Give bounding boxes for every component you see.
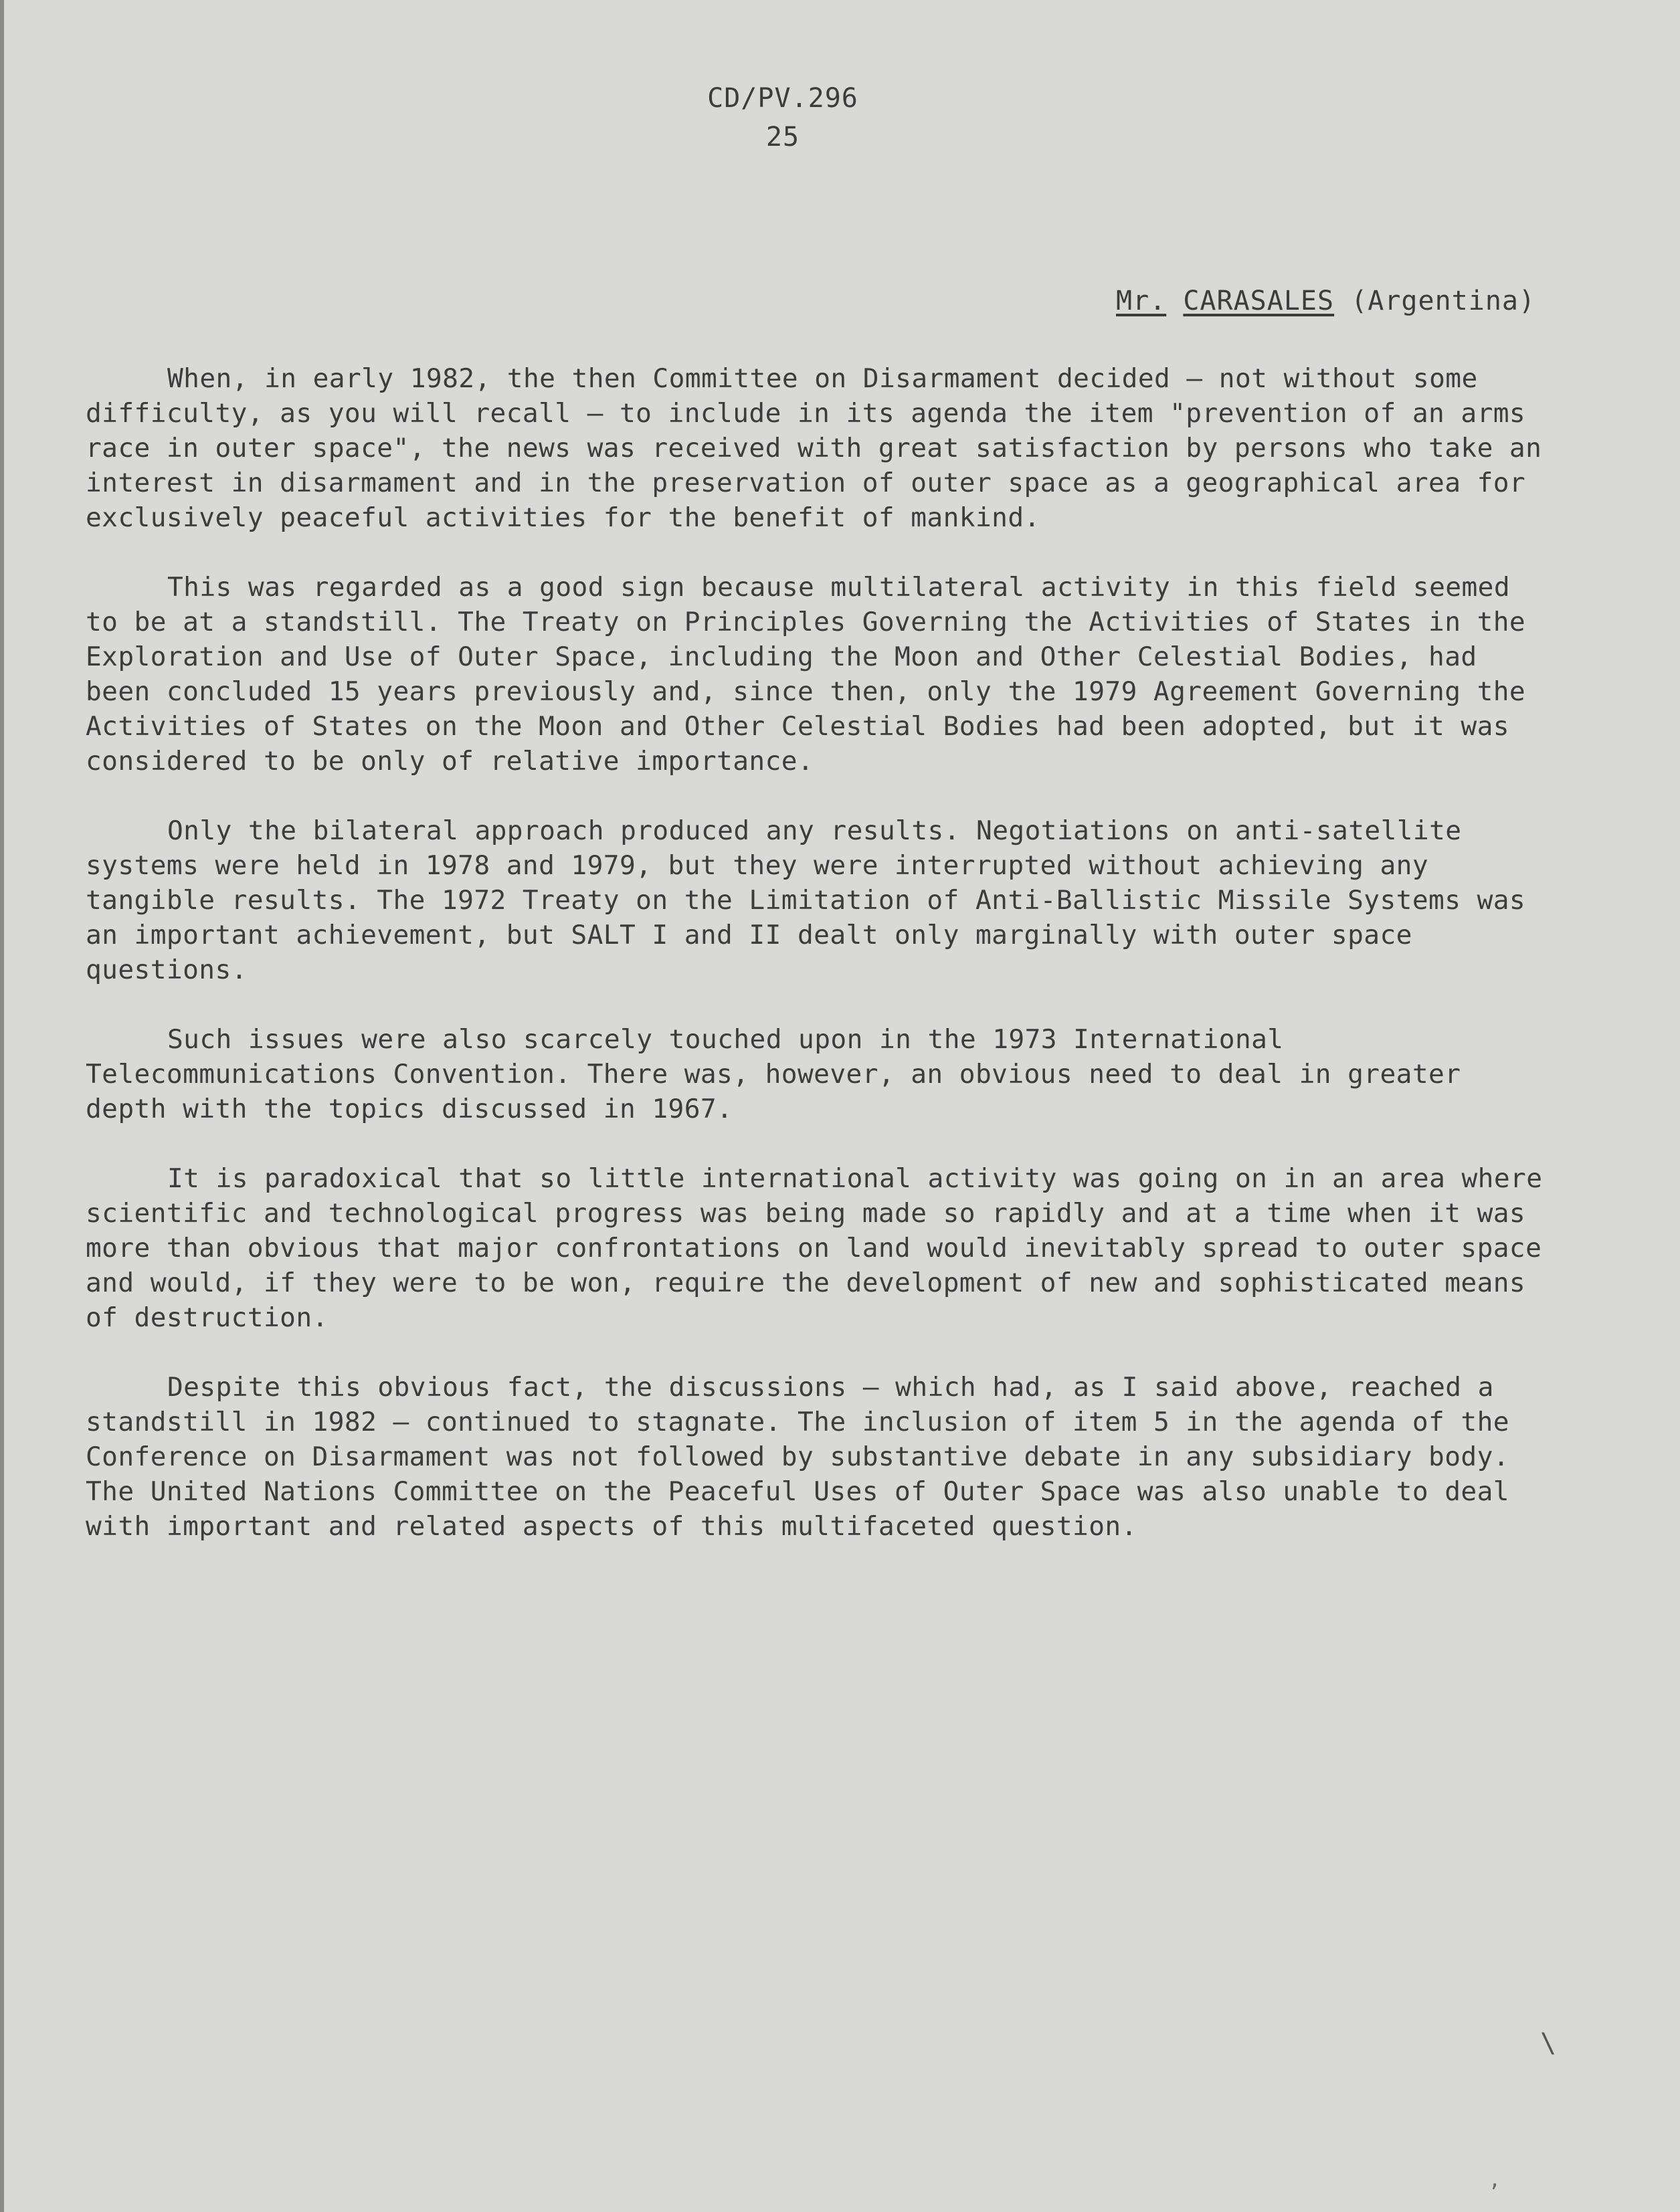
paragraph: It is paradoxical that so little international activity was going on in an area where scientific and technological progress was being made so rapidly and at a time when it was more than obvious that major confrontations on land would inevitably spread to outer space and would, if they were to be won, require the development of new and sophisticated means of destruction. (86, 1163, 1543, 1333)
speaker-name: CARASALES (1183, 286, 1335, 316)
paragraph: Despite this obvious fact, the discussions — which had, as I said above, reached a standstill in 1982 — continued to stagnate. The inclusion of item 5 in the agenda of the Conference on Disarmament was not followed by substantive debate in any subsidiary body. The United Nations Committee on the Peaceful Uses of Outer Space was also unable to deal with important and related aspects of this multifaceted question. (86, 1372, 1509, 1542)
scan-mark: , (1489, 2169, 1501, 2192)
page-number: 25 (765, 122, 800, 153)
paragraph: Only the bilateral approach produced any results. Negotiations on anti-satellite systems were held in 1978 and 1979, but they were interrupted without achieving any tangible results. The 1972 Treaty on the Limitation of Anti-Ballistic Missile Systems was an important achievement, but SALT I and II dealt only marginally with outer space questions. (86, 815, 1526, 985)
paragraph: This was regarded as a good sign because multilateral activity in this field seemed to be at a standstill. The Treaty on Principles Governing the Activities of States in the Exploration and Use of Outer Space, including the Moon and Other Celestial Bodies, had been concluded 15 years previously and, since then, only the 1979 Agreement Governing the Activities of States on the Moon and Other Celestial Bodies had been adopted, but it was considered to be only of relative importance. (86, 572, 1526, 777)
page-edge (0, 0, 4, 2212)
speech-body (86, 361, 1544, 1579)
scan-mark: \ (1540, 2028, 1557, 2059)
document-code: CD/PV.296 (707, 83, 858, 114)
speaker-title: Mr. (1116, 286, 1167, 316)
paragraph: Such issues were also scarcely touched upon in the 1973 International Telecommunications Convention. There was, however, an obvious need to deal in greater depth with the topics discussed in 1967. (86, 1024, 1461, 1124)
page-header (0, 79, 1566, 157)
speaker-line (1116, 284, 1535, 318)
paragraph: When, in early 1982, the then Committee on Disarmament decided — not without some difficulty, as you will recall — to include in its agenda the item "prevention of an arms race in outer space", the news was received with great satisfaction by persons who take an interest in disarmament and in the preservation of outer space as a geographical area for exclusively peaceful activities for the benefit of mankind. (86, 363, 1542, 533)
speaker-country: (Argentina) (1351, 286, 1536, 316)
